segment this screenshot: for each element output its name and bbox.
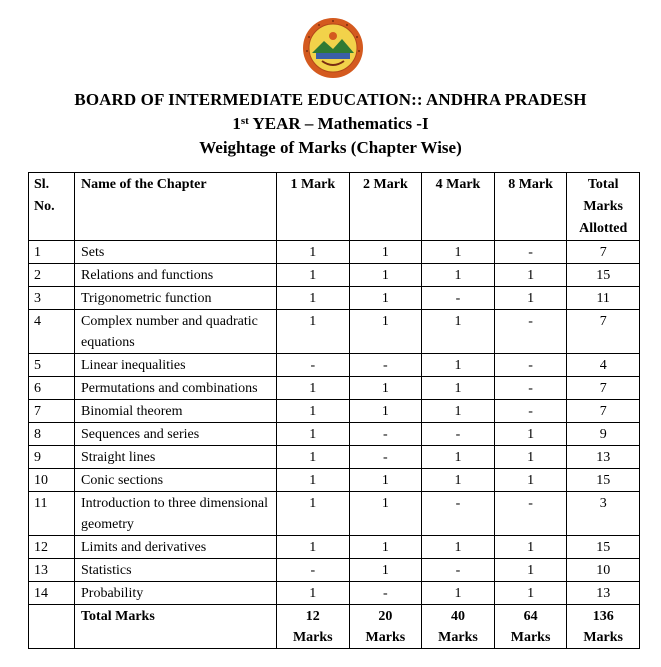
- year-subject-title: 1st YEAR – Mathematics -I: [232, 114, 429, 133]
- table-header-row: [29, 173, 640, 241]
- col-chapter: Name of the Chapter: [75, 173, 277, 241]
- table-row: 5 Linear inequalities - - 1 - 4: [29, 354, 640, 377]
- total-8-mark: 64 Marks: [494, 605, 567, 649]
- table-row: 9 Straight lines 1 - 1 1 13: [29, 446, 640, 469]
- weightage-table: [28, 172, 640, 649]
- table-row: 8 Sequences and series 1 - - 1 9: [29, 423, 640, 446]
- table-row: 3 Trigonometric function 1 1 - 1 11: [29, 287, 640, 310]
- total-marks-label: Total Marks: [75, 605, 277, 649]
- col-1-mark: 1 Mark: [277, 173, 350, 241]
- table-row: 1 Sets 1 1 1 - 7: [29, 241, 640, 264]
- total-2-mark: 20 Marks: [349, 605, 422, 649]
- board-title: BOARD OF INTERMEDIATE EDUCATION:: ANDHRA PRADESH: [74, 90, 587, 109]
- total-4-mark: 40 Marks: [422, 605, 495, 649]
- table-row: 6 Permutations and combinations 1 1 1 - 7: [29, 377, 640, 400]
- weightage-title: Weightage of Marks (Chapter Wise): [199, 138, 462, 157]
- table-row: 7 Binomial theorem 1 1 1 - 7: [29, 400, 640, 423]
- table-row: 2 Relations and functions 1 1 1 1 15: [29, 264, 640, 287]
- col-sl-no: Sl. No.: [29, 173, 75, 241]
- table-total-row: [29, 605, 640, 649]
- col-8-mark: 8 Mark: [494, 173, 567, 241]
- col-total-marks: Total Marks Allotted: [567, 173, 640, 241]
- total-allotted: 136 Marks: [567, 605, 640, 649]
- table-row: 11 Introduction to three dimensional geometry 1 1 - - 3: [29, 492, 640, 536]
- table-row: 13 Statistics - 1 - 1 10: [29, 559, 640, 582]
- table-row: 12 Limits and derivatives 1 1 1 1 15: [29, 536, 640, 559]
- table-row: 10 Conic sections 1 1 1 1 15: [29, 469, 640, 492]
- table-row: 14 Probability 1 - 1 1 13: [29, 582, 640, 605]
- board-emblem-icon: [302, 17, 364, 79]
- col-4-mark: 4 Mark: [422, 173, 495, 241]
- total-1-mark: 12 Marks: [277, 605, 350, 649]
- col-2-mark: 2 Mark: [349, 173, 422, 241]
- table-row: 4 Complex number and quadratic equations 1 1 1 - 7: [29, 310, 640, 354]
